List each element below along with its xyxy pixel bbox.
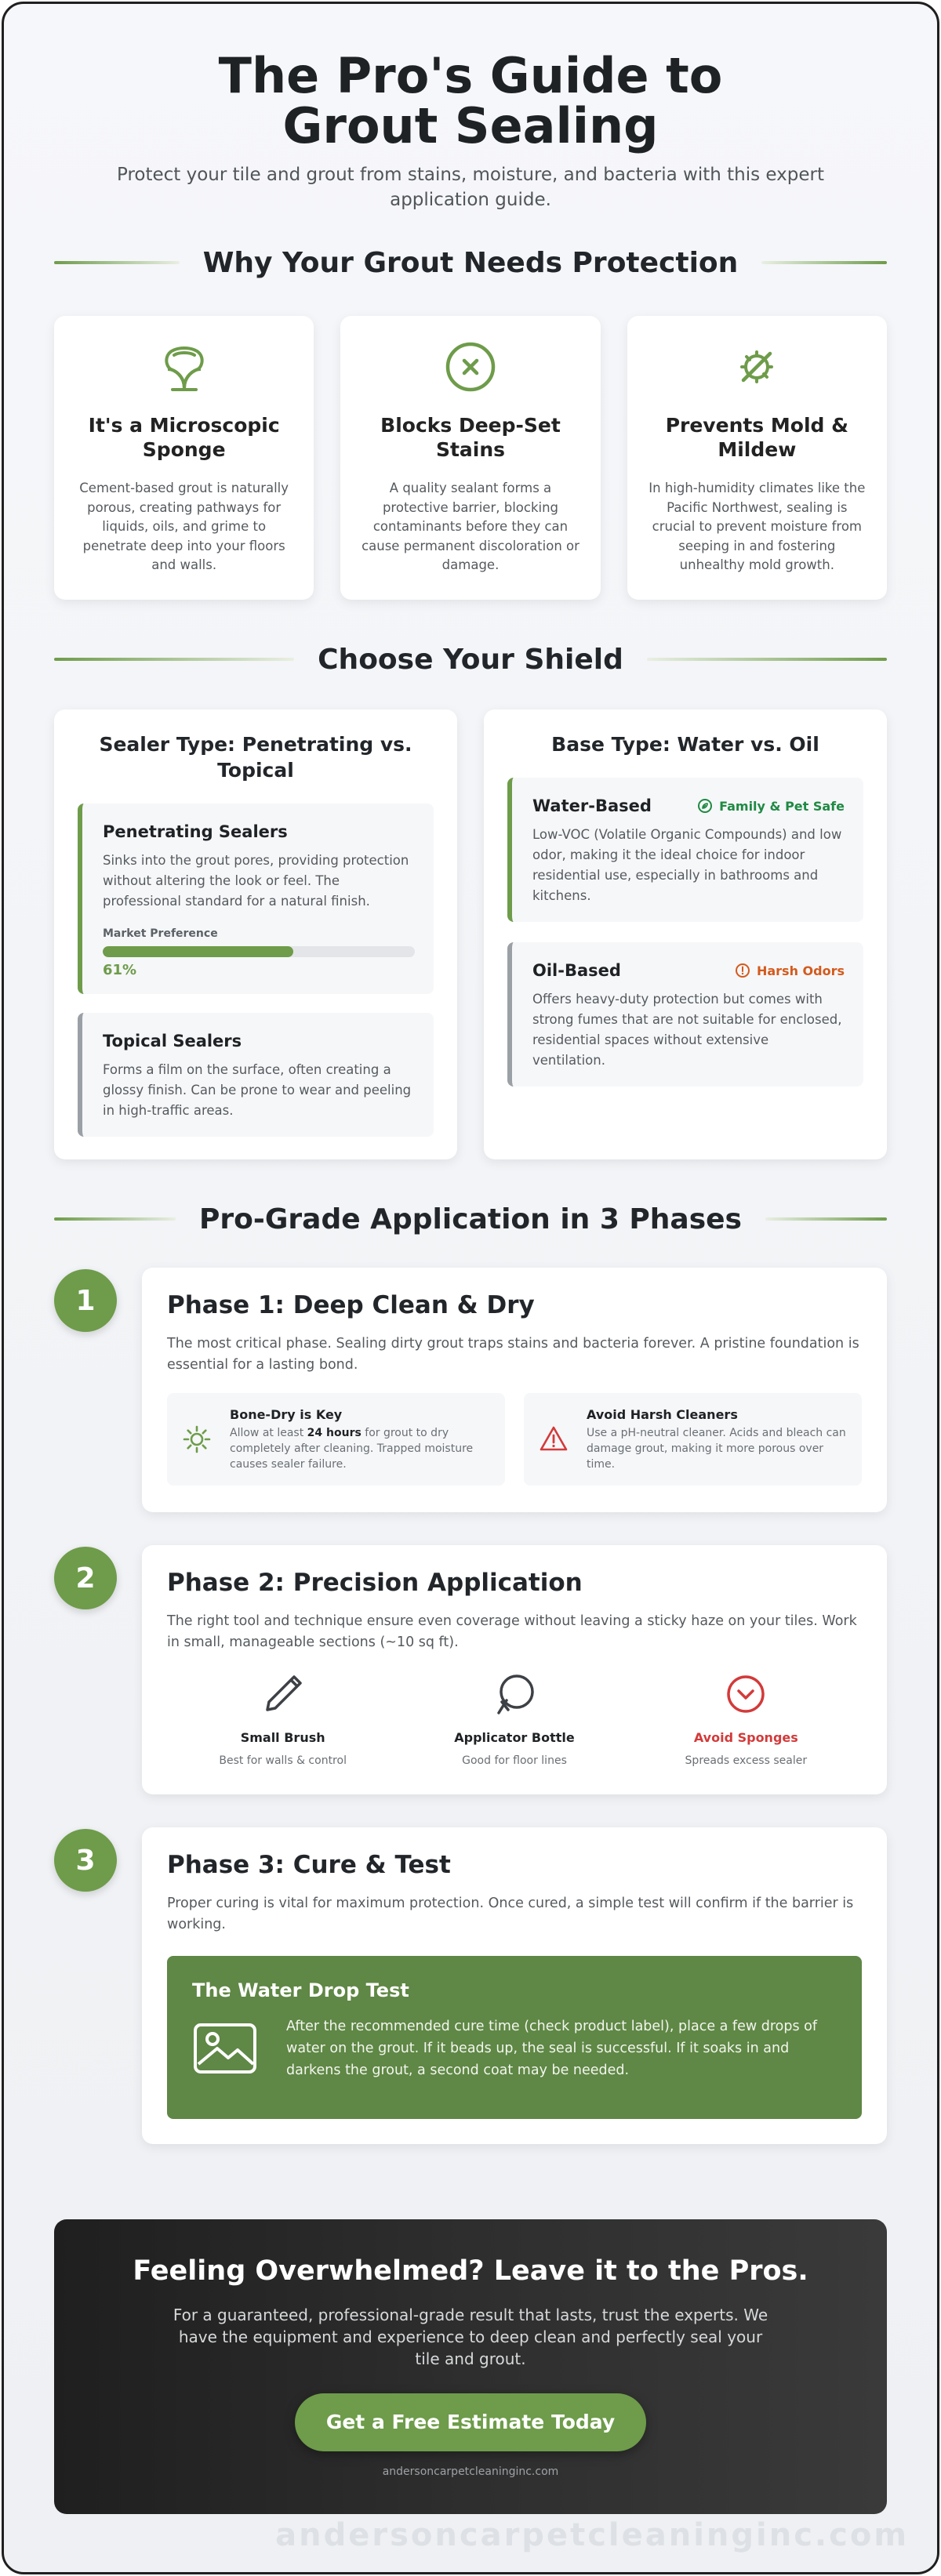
brush-icon — [260, 1671, 307, 1718]
cta-panel — [54, 2219, 887, 2514]
tip-title: Avoid Harsh Cleaners — [587, 1406, 738, 1422]
why-card-mold — [627, 316, 887, 600]
option-title: Oil-Based — [532, 961, 621, 980]
tip-body — [587, 1407, 848, 1472]
test-title: The Water Drop Test — [192, 1979, 409, 2001]
option-text: Sinks into the grout pores, providing protection without altering the look or feel. The professional standard for a natural finish. — [103, 853, 409, 909]
test-text: After the recommended cure time (check product label), place a few drops of water on the grout. If it beads up, the seal is successful. If it soaks in and darkens the grout, a second coat may be needed. — [286, 2019, 818, 2078]
tip-bone-dry — [167, 1393, 505, 1486]
phase-number: 1 — [54, 1269, 117, 1332]
cta-title: Feeling Overwhelmed? Leave it to the Pros. — [133, 2255, 808, 2287]
why-card-title: Prevents Mold & Mildew — [665, 414, 848, 461]
phase-1-card — [142, 1268, 887, 1512]
tip-text-bold: 24 hours — [307, 1426, 362, 1439]
phase-title: Phase 2: Precision Application — [167, 1569, 583, 1597]
base-type-title: Base Type: Water vs. Oil — [551, 733, 819, 756]
phase-number: 2 — [54, 1547, 117, 1609]
safe-badge-label: Family & Pet Safe — [719, 798, 845, 814]
tip-cleaners — [524, 1393, 862, 1486]
phase-number: 3 — [54, 1829, 117, 1892]
sealer-type-card — [54, 709, 457, 1159]
market-preference-value: 61% — [103, 962, 137, 978]
image-icon — [192, 2022, 258, 2075]
why-heading — [54, 239, 887, 286]
bottle-icon — [491, 1671, 538, 1718]
no-bacteria-icon — [728, 338, 786, 396]
tool-bottle — [398, 1671, 630, 1767]
why-card-title: It's a Microscopic Sponge — [88, 414, 280, 461]
alert-circle-icon — [735, 963, 750, 978]
content — [54, 4, 887, 2514]
phase-text: The right tool and technique ensure even coverage without leaving a sticky haze on your tiles. Work in small, manageable sections (~10 sq ft). — [167, 1613, 857, 1650]
page-title: The Pro's Guide to Grout Sealing — [218, 47, 723, 154]
cta-text: For a guaranteed, professional-grade result that lasts, trust the experts. We have the equipment and experience to deep clean and perfectly seal your tile and grout. — [173, 2306, 768, 2368]
tip-text: Use a pH-neutral cleaner. Acids and bleach can damage grout, making it more porous over time. — [587, 1426, 846, 1471]
phase-3 — [54, 1827, 887, 2144]
sealer-type-title: Sealer Type: Penetrating vs. Topical — [99, 733, 412, 782]
warning-badge-label: Harsh Odors — [756, 963, 845, 978]
no-sponge-icon — [722, 1671, 769, 1718]
phase-title: Phase 1: Deep Clean & Dry — [167, 1291, 535, 1319]
shield-cards — [54, 709, 887, 1159]
phase-3-card — [142, 1827, 887, 2144]
tip-title: Bone-Dry is Key — [230, 1406, 343, 1422]
watermark: andersoncarpetcleaninginc.com — [275, 2517, 909, 2553]
phase-1 — [54, 1268, 887, 1512]
page-subtitle: Protect your tile and grout from stains, moisture, and bacteria with this expert application guide. — [116, 165, 824, 210]
why-card-sponge — [54, 316, 314, 600]
tool-brush — [167, 1671, 398, 1767]
section-title-why: Why Your Grout Needs Protection — [202, 246, 739, 279]
divider-line — [54, 658, 294, 661]
tip-text-pre: Allow at least — [230, 1426, 307, 1439]
tool-text: Best for walls & control — [219, 1754, 347, 1767]
section-title-application: Pro-Grade Application in 3 Phases — [199, 1203, 742, 1235]
option-text: Low-VOC (Volatile Organic Compounds) and low odor, making it the ideal choice for indoor residential use, especially in bathrooms and kitchens. — [532, 827, 842, 903]
phase-2 — [54, 1545, 887, 1794]
why-card-text: In high-humidity climates like the Pacific Northwest, sealing is crucial to prevent moisture from seeping in and fostering unhealthy mold growth. — [649, 481, 866, 572]
option-title: Topical Sealers — [103, 1032, 242, 1050]
warning-badge — [735, 963, 845, 978]
water-based-option — [507, 778, 863, 922]
tool-title: Avoid Sponges — [693, 1730, 798, 1745]
option-text: Forms a film on the surface, often creating a glossy finish. Can be prone to wear and peeling in high-traffic areas. — [103, 1062, 412, 1118]
tool-title: Small Brush — [240, 1730, 325, 1745]
tool-text: Spreads excess sealer — [685, 1754, 808, 1767]
penetrating-option — [78, 804, 434, 994]
shield-heading — [54, 636, 887, 683]
blocked-circle-icon — [441, 338, 500, 396]
why-card-text: A quality sealant forms a protective barrier, blocking contaminants before they can cause permanent discoloration or damage. — [362, 481, 579, 572]
tip-text — [230, 1425, 491, 1472]
market-preference-fill — [103, 946, 293, 957]
phase-text: The most critical phase. Sealing dirty grout traps stains and bacteria forever. A pristine foundation is essential for a lasting bond. — [167, 1336, 859, 1373]
website-link[interactable]: andersoncarpetcleaninginc.com — [382, 2465, 559, 2478]
option-header — [532, 961, 845, 980]
option-title: Penetrating Sealers — [103, 822, 288, 841]
phase-1-tips — [167, 1393, 862, 1486]
tip-text-post: for grout to dry completely after cleaning. Trapped moisture causes sealer failure. — [230, 1426, 474, 1471]
sponge-icon — [155, 338, 213, 396]
tools-row — [167, 1671, 862, 1767]
infographic-frame — [2, 2, 939, 2574]
safe-badge — [697, 798, 845, 814]
tip-body — [230, 1407, 491, 1472]
section-title-shield: Choose Your Shield — [318, 643, 623, 676]
warning-triangle-icon — [538, 1424, 569, 1455]
option-header — [532, 796, 845, 815]
application-heading — [54, 1195, 887, 1243]
divider-line — [647, 658, 887, 661]
sun-icon — [181, 1424, 213, 1455]
phase-2-card — [142, 1545, 887, 1794]
hero — [54, 4, 887, 212]
tool-sponge — [630, 1671, 862, 1767]
option-text: Offers heavy-duty protection but comes with strong fumes that are not suitable for enclosed, residential spaces without extensive ventilation. — [532, 992, 842, 1068]
phase-text: Proper curing is vital for maximum protection. Once cured, a simple test will confirm if the barrier is working. — [167, 1896, 854, 1932]
phase-title: Phase 3: Cure & Test — [167, 1851, 451, 1879]
market-preference-bar — [103, 946, 415, 957]
meter-label: Market Preference — [103, 927, 218, 940]
water-drop-test — [167, 1956, 862, 2119]
divider-line — [765, 1217, 887, 1221]
oil-based-option — [507, 942, 863, 1087]
option-title: Water-Based — [532, 796, 652, 815]
divider-line — [761, 261, 887, 264]
divider-line — [54, 1217, 176, 1221]
topical-option — [78, 1013, 434, 1137]
base-type-card — [484, 709, 887, 1159]
why-card-stains — [340, 316, 600, 600]
leaf-badge-icon — [697, 798, 713, 814]
tool-text: Good for floor lines — [462, 1754, 567, 1767]
free-estimate-button[interactable]: Get a Free Estimate Today — [295, 2393, 646, 2451]
why-card-title: Blocks Deep-Set Stains — [380, 414, 561, 461]
divider-line — [54, 261, 180, 264]
test-body — [192, 2015, 837, 2081]
why-cards — [54, 316, 887, 600]
tool-title: Applicator Bottle — [454, 1730, 575, 1745]
why-card-text: Cement-based grout is naturally porous, creating pathways for liquids, oils, and grime to penetrate deep into your floors and walls. — [79, 481, 289, 572]
